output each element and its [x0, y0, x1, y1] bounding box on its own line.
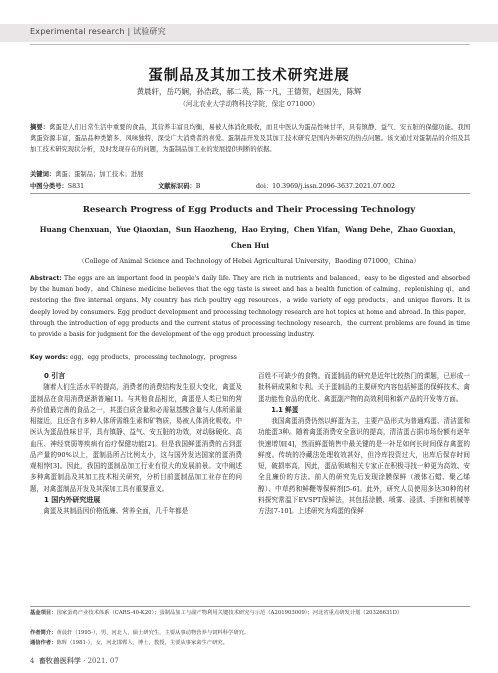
fund-label: 基金项目： — [30, 610, 57, 616]
section-0-title: 0 引言 — [44, 372, 66, 380]
footnote-fund — [30, 609, 470, 619]
doc-code: B — [195, 183, 201, 190]
clc-number: S831 — [67, 183, 85, 190]
title-english: Research Progress of Egg Products and Their Processing Technology — [82, 205, 416, 215]
section-1-text: 禽蛋及其制品因价格低廉、营养全面，几千年都是 — [43, 507, 189, 515]
body-column-left — [30, 371, 242, 517]
abstract-english — [30, 273, 470, 340]
corresponding-label: 通信作者： — [30, 640, 57, 646]
title-chinese: 蛋制品及其加工技术研究进展 — [148, 68, 350, 84]
keywords-english — [30, 352, 470, 361]
authors-chinese: 黄晨轩，岳巧娴，孙浩政，郝二英，陈一凡，王德贺，赵国先，陈辉 — [136, 87, 362, 96]
keywords-label: 关键词： — [30, 171, 56, 178]
page-number: 4 — [30, 657, 35, 665]
footnote-author — [30, 629, 470, 639]
clc-label: 中图分类号： — [30, 183, 68, 190]
footnote-corresponding — [30, 639, 470, 649]
subsection-1-1-title: 1.1 鲜蛋 — [271, 405, 299, 414]
author-bio-text: 黄晨轩（1995-），男，河北人，硕士研究生，主要从事动物营养与饲料科学研究。 — [56, 630, 250, 636]
page-footer — [30, 656, 119, 666]
corresponding-text: 陈辉（1981-），女，河北邯郸人，博士，教授，主要从事家禽生产研究。 — [56, 640, 229, 646]
keywords-en-label: Key words: — [30, 354, 69, 361]
abstract-text: 禽蛋是人们日常生活中重要的食品，其营养丰富且均衡，易被人体消化吸收，而且中医认为蛋品性味甘平，具有镇静、益气、安五脏的保健功能。我国禽蛋资源丰富，蛋品品种类繁多、风味独特，深受广大消费者的喜爱。蛋制品开发及其加工技术研究是国内外研究的热点问题。该文通过对蛋制品的介绍及其加工技术研究现状分析，及时发现存在的问题，为蛋制品加工业的发展提供判断的依据。 — [30, 124, 471, 154]
abstract-en-label: Abstract: — [30, 275, 62, 282]
header-divider — [30, 44, 470, 45]
issue-date: · 2021. 07 — [83, 657, 119, 665]
divider — [30, 193, 470, 194]
abstract-chinese — [30, 122, 470, 156]
column-2-continued-text: 百姓不可缺少的食物。而蛋制品的研究是近年比较热门的课题，已形成一批科研成果和专利。关于蛋制品的主要研究内容包括鲜蛋的保鲜技术、禽蛋功能性食品的优化、禽蛋副产物的高效利用和新产品的开发等方面。 — [258, 372, 470, 403]
journal-name: 畜牧兽医科学 — [38, 656, 81, 665]
abstract-en-text: The eggs are an important food in people's daily life. They are rich in nutrients and balanced，easy to be digested and absorbed by the human body，and Chinese medicine believes that the egg taste is sweet and has a health function of calming，replenishing qi，and restoring the five internal organs. My country has rich poultry egg resources，a wide variety of egg products，and unique flavors. It is deeply loved by consumers. Egg product development and processing technology research are hot topics at home and abroad. In this paper，through the introduction of egg products and the current status of processing technology research，the current problems are found in time to provide a basis for judgment for the development of the egg product processing industry. — [30, 275, 470, 339]
keywords-text: 禽蛋；蛋制品；加工技术；进展 — [55, 171, 144, 178]
affiliation-chinese: （河北农业大学动物科技学院，保定 071000） — [179, 100, 319, 108]
body-column-right — [258, 371, 470, 517]
section-header: Experimental research | 试验研究 — [30, 27, 166, 36]
keywords-en-text: egg，egg products，processing technology，progress — [70, 354, 237, 361]
affiliation-english: （College of Animal Science and Technology of Hebei Agricultural University，Baoding 071000，China） — [78, 257, 420, 265]
authors-english: Huang Chenxuan，Yue Qiaoxian，Sun Haozheng，Hao Erying，Chen Yifan，Wang Dehe，Zhao Guoxian，Chen Hui — [39, 225, 461, 250]
fund-text: 国家蛋鸡产业技术体系（CARS-40-K20）；蛋制品加工与副产物利用关键技术研究与示范（A201903009）；河北省重点研发计划（20326631D） — [56, 610, 403, 616]
doi-value: 10.3969/j.issn.2096-3637.2021.07.002 — [272, 183, 396, 190]
keywords-chinese — [30, 169, 470, 178]
abstract-label: 摘要： — [30, 124, 50, 131]
doi-label: doi： — [256, 183, 273, 190]
section-0-text: 随着人们生活水平的提高，消费者的消费结构发生很大变化，禽蛋及蛋制品在食用消费逐渐普遍[1]。与其他食品相比，禽蛋是人类已知的营养价值最完善的食品之一，其蛋白质含量和必需氨基酸含量与人体所需量相接近，且还含有多种人体所需维生素和矿物质，易被人体消化吸收。中医认为蛋品性味甘平，具有镇静、益气、安五脏的功效，对动脉硬化、高血压、神经衰弱等疾病有治疗保健功能[2]。但是我国鲜蛋消费的占到蛋品产量的90%以上，蛋制品所占比例太小，这与国外发达国家的蛋消费观相悖[3]。因此，我国的蛋制品加工行业有很大的发展前景。文中阐述多种禽蛋制品及其加工技术相关研究，分析目前蛋制品加工业存在的问题，对禽蛋制品开发及其深加工具有重要意义。 — [30, 383, 242, 493]
footnote-divider — [30, 606, 470, 607]
subsection-1-1-text: 我国禽蛋消费仍然以鲜蛋为主，主要产品形式为普通鸡蛋、清洁蛋和功能蛋3种。随着禽蛋消费安全意识的提高，清洁蛋占据市场份额有逐年快速增加[4]，然而鲜蛋销售中最关键的是一补足如何长时间保存禽蛋的鲜度。传统的冷藏法处理收效甚好，但冷库投资过大，出库后保存时间短，破损率高，因此，蛋品领域相关专家正在积极寻找一种更为高效、安全且廉价的方法。前人的研究先后发现涂膜保鲜（液体石蜡、聚乙烯醇）、中草药和鲜鞭等保鲜剂[5-6]。此外，研究人员使用多达30种的材料探究常温下EVSPT保鲜法，其包括涂膜、喷雾、浸渍、手搓和机械等方法[7-10]。上述研究为鸡蛋的保鲜 — [258, 417, 470, 515]
section-1-title: 1 国内外研究进展 — [44, 495, 101, 504]
author-bio-label: 作者简介： — [30, 630, 57, 636]
doc-code-label: 文献标识码： — [158, 183, 196, 190]
